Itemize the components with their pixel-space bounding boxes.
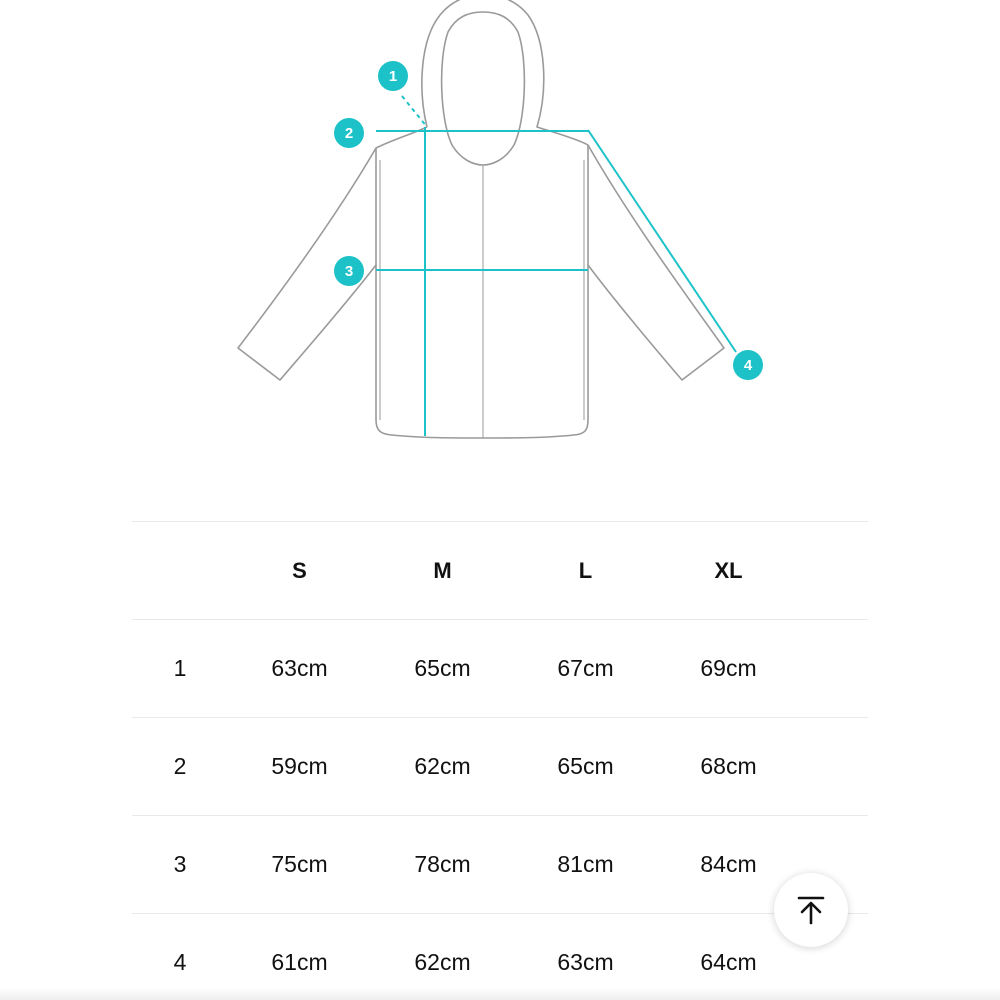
marker-4-label: 4 bbox=[743, 357, 753, 374]
row-label: 4 bbox=[132, 914, 228, 1000]
back-to-top-button[interactable] bbox=[774, 873, 848, 947]
measurement-lines bbox=[376, 96, 736, 436]
jacket-body bbox=[376, 127, 588, 438]
hood-outline bbox=[422, 0, 588, 145]
marker-1 bbox=[378, 61, 408, 91]
marker-2-label: 2 bbox=[344, 125, 354, 142]
marker-1-label: 1 bbox=[388, 68, 398, 85]
table-cell: 65cm bbox=[514, 718, 657, 816]
table-cell: 59cm bbox=[228, 718, 371, 816]
marker-4 bbox=[733, 350, 763, 380]
table-cell: 75cm bbox=[228, 816, 371, 914]
jacket-measurement-diagram bbox=[0, 0, 1000, 470]
header-cell-spacer bbox=[800, 522, 868, 620]
table-row bbox=[132, 620, 868, 718]
row-label: 3 bbox=[132, 816, 228, 914]
table-cell: 62cm bbox=[371, 914, 514, 1000]
table-row bbox=[132, 816, 868, 914]
table-cell: 78cm bbox=[371, 816, 514, 914]
right-sleeve bbox=[588, 145, 724, 380]
table-cell: 63cm bbox=[228, 620, 371, 718]
bottom-edge-shadow bbox=[0, 988, 1000, 1000]
arrow-up-to-line-icon bbox=[796, 895, 826, 925]
table-cell: 64cm bbox=[657, 914, 800, 1000]
row-label: 2 bbox=[132, 718, 228, 816]
table-cell-spacer bbox=[800, 718, 868, 816]
table-cell-spacer bbox=[800, 620, 868, 718]
table-cell: 68cm bbox=[657, 718, 800, 816]
table-row bbox=[132, 718, 868, 816]
measure-line-4 bbox=[588, 130, 736, 352]
table-cell: 62cm bbox=[371, 718, 514, 816]
table-cell: 63cm bbox=[514, 914, 657, 1000]
size-chart-table bbox=[132, 521, 868, 1000]
jacket-outline bbox=[238, 0, 724, 438]
table-header-row bbox=[132, 522, 868, 620]
header-cell-s: S bbox=[228, 522, 371, 620]
header-cell-m: M bbox=[371, 522, 514, 620]
marker-2 bbox=[334, 118, 364, 148]
table-cell: 67cm bbox=[514, 620, 657, 718]
table-cell: 65cm bbox=[371, 620, 514, 718]
row-label: 1 bbox=[132, 620, 228, 718]
header-cell-l: L bbox=[514, 522, 657, 620]
table-cell: 61cm bbox=[228, 914, 371, 1000]
header-cell-xl: XL bbox=[657, 522, 800, 620]
table-cell: 69cm bbox=[657, 620, 800, 718]
table-cell: 84cm bbox=[657, 816, 800, 914]
hood-opening bbox=[442, 12, 525, 165]
marker-3 bbox=[334, 256, 364, 286]
header-cell-empty bbox=[132, 522, 228, 620]
marker-3-label: 3 bbox=[344, 263, 354, 280]
table-cell: 81cm bbox=[514, 816, 657, 914]
